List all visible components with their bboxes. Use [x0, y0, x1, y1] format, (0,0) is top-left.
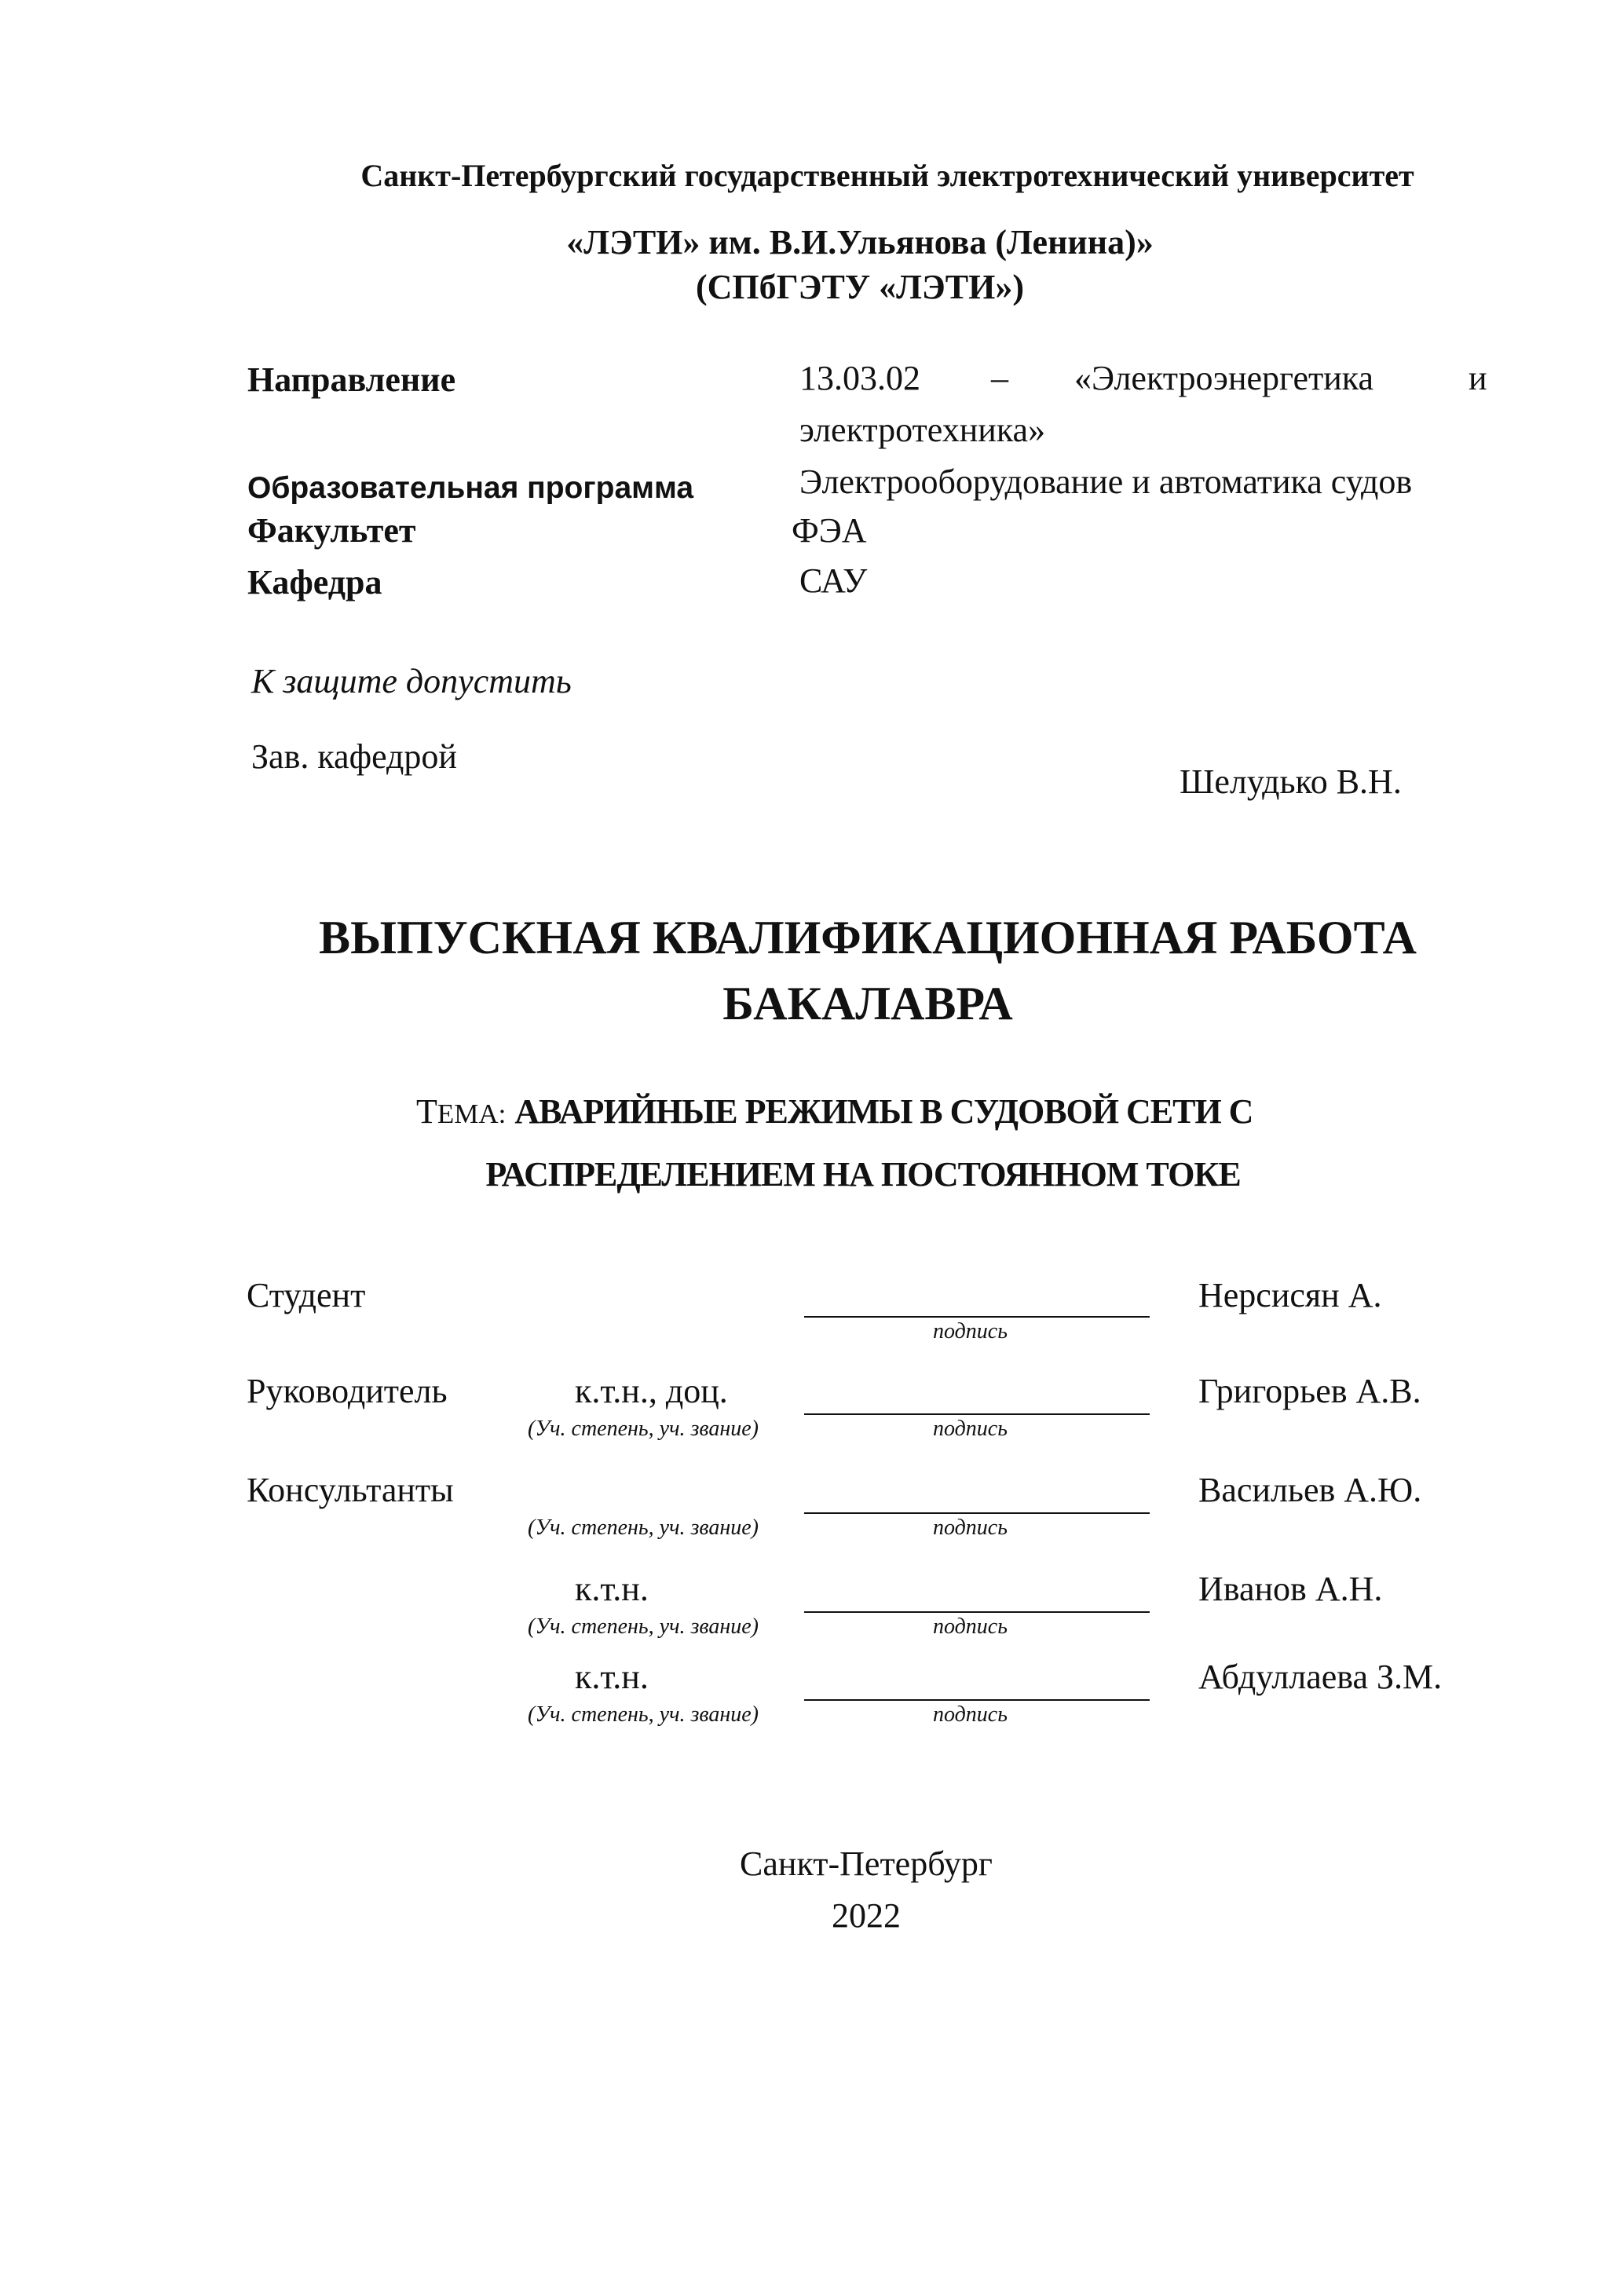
student-label: Студент	[247, 1276, 366, 1314]
supervisor-signature-hint: подпись	[933, 1417, 1008, 1441]
direction-dash: –	[991, 359, 1008, 397]
supervisor-label: Руководитель	[247, 1372, 448, 1410]
direction-name-word2: и	[1469, 359, 1487, 397]
consultant1-signature-hint: подпись	[933, 1515, 1008, 1540]
consultant1-degree-hint: (Уч. степень, уч. звание)	[528, 1515, 759, 1540]
year: 2022	[832, 1896, 901, 1935]
supervisor-signature-line	[804, 1413, 1150, 1415]
consultant1-signature-line	[804, 1512, 1150, 1514]
department-value: САУ	[799, 561, 868, 600]
consultant2-signature-hint: подпись	[933, 1614, 1008, 1639]
supervisor-name: Григорьев А.В.	[1198, 1372, 1421, 1410]
direction-name-line2: электротехника»	[799, 411, 1046, 449]
work-title-line1: ВЫПУСКНАЯ КВАЛИФИКАЦИОННАЯ РАБОТА	[319, 912, 1417, 963]
program-value: Электрооборудование и автоматика судов	[799, 462, 1413, 501]
direction-label: Направление	[247, 360, 456, 399]
topic-line1	[416, 1091, 1253, 1132]
consultant3-degree: к.т.н.	[575, 1658, 649, 1696]
consultant3-degree-hint: (Уч. степень, уч. звание)	[528, 1702, 759, 1727]
consultants-label: Консультанты	[247, 1471, 454, 1509]
topic-text-line1: АВАРИЙНЫЕ РЕЖИМЫ В СУДОВОЙ СЕТИ С	[514, 1092, 1253, 1131]
consultant2-degree-hint: (Уч. степень, уч. звание)	[528, 1614, 759, 1639]
student-signature-line	[804, 1316, 1150, 1318]
topic-label-initial: Т	[416, 1092, 437, 1131]
admit-to-defense: К защите допустить	[251, 662, 572, 700]
university-abbreviation: (СПбГЭТУ «ЛЭТИ»)	[696, 268, 1024, 306]
university-name: Санкт-Петербургский государственный электротехнический университет	[360, 158, 1414, 193]
consultant3-signature-line	[804, 1699, 1150, 1701]
consultant2-degree: к.т.н.	[575, 1570, 649, 1608]
faculty-label: Факультет	[247, 511, 416, 550]
consultant1-name: Васильев А.Ю.	[1198, 1471, 1422, 1509]
faculty-value: ФЭА	[792, 511, 867, 550]
consultant3-name: Абдуллаева З.М.	[1198, 1658, 1443, 1696]
supervisor-degree-hint: (Уч. степень, уч. звание)	[528, 1417, 759, 1441]
student-name: Нерсисян А.	[1198, 1276, 1382, 1314]
student-signature-hint: подпись	[933, 1319, 1008, 1344]
consultant2-name: Иванов А.Н.	[1198, 1570, 1383, 1608]
direction-code: 13.03.02	[799, 359, 920, 397]
city: Санкт-Петербург	[740, 1844, 993, 1883]
head-of-department-label: Зав. кафедрой	[251, 737, 457, 776]
program-label: Образовательная программа	[247, 471, 694, 505]
department-label: Кафедра	[247, 563, 382, 601]
topic-text-line2: РАСПРЕДЕЛЕНИЕМ НА ПОСТОЯННОМ ТОКЕ	[485, 1155, 1241, 1194]
consultant3-signature-hint: подпись	[933, 1702, 1008, 1727]
university-short-name: «ЛЭТИ» им. В.И.Ульянова (Ленина)»	[566, 223, 1154, 261]
supervisor-degree: к.т.н., доц.	[575, 1372, 728, 1410]
head-of-department-name: Шелудько В.Н.	[1180, 762, 1402, 801]
topic-label-rest: ЕМА:	[437, 1099, 507, 1129]
consultant2-signature-line	[804, 1611, 1150, 1613]
direction-name-word1: «Электроэнергетика	[1074, 359, 1374, 397]
work-title-line2: БАКАЛАВРА	[722, 978, 1013, 1029]
